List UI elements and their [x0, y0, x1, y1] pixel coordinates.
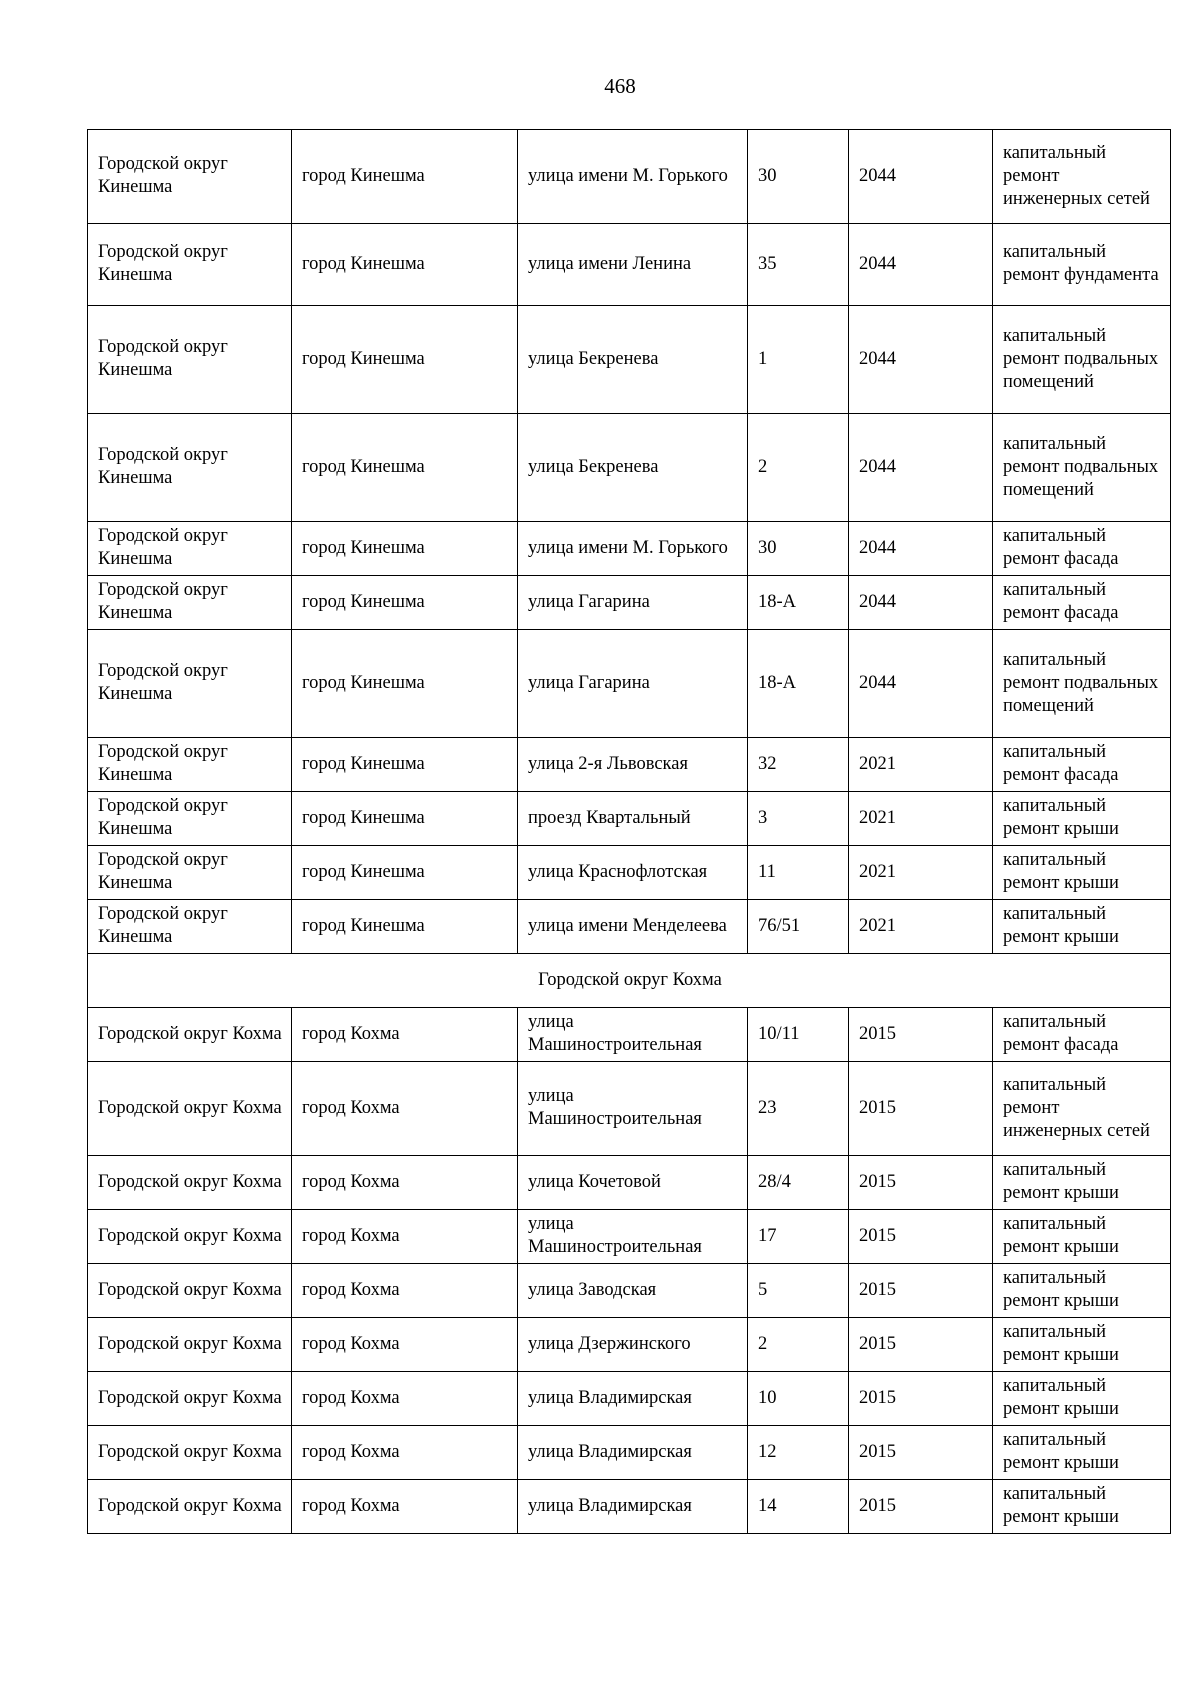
district-cell: Городской округ Кинешма	[88, 522, 292, 576]
year-cell: 2021	[849, 900, 993, 954]
table-row	[88, 792, 1171, 846]
district-cell: Городской округ Кинешма	[88, 630, 292, 738]
street-cell: улица 2-я Львовская	[518, 738, 748, 792]
street-cell: улица Кочетовой	[518, 1156, 748, 1210]
repair-schedule-table	[87, 129, 1171, 1534]
year-cell: 2044	[849, 576, 993, 630]
street-cell: улица имени Ленина	[518, 224, 748, 306]
house-number-cell: 76/51	[748, 900, 849, 954]
work-type-cell: капитальный ремонт крыши	[993, 792, 1171, 846]
table-row	[88, 846, 1171, 900]
work-type-cell: капитальный ремонт фасада	[993, 738, 1171, 792]
year-cell: 2015	[849, 1480, 993, 1534]
locality-cell: город Кохма	[292, 1480, 518, 1534]
district-cell: Городской округ Кохма	[88, 1480, 292, 1534]
year-cell: 2015	[849, 1264, 993, 1318]
district-cell: Городской округ Кохма	[88, 1210, 292, 1264]
district-cell: Городской округ Кинешма	[88, 846, 292, 900]
work-type-cell: капитальный ремонт крыши	[993, 1426, 1171, 1480]
street-cell: улица имени М. Горького	[518, 130, 748, 224]
locality-cell: город Кохма	[292, 1156, 518, 1210]
year-cell: 2021	[849, 738, 993, 792]
street-cell: улица Краснофлотская	[518, 846, 748, 900]
district-cell: Городской округ Кинешма	[88, 738, 292, 792]
house-number-cell: 2	[748, 1318, 849, 1372]
street-cell: улица Гагарина	[518, 576, 748, 630]
district-cell: Городской округ Кохма	[88, 1372, 292, 1426]
district-cell: Городской округ Кохма	[88, 1062, 292, 1156]
street-cell: улица Машиностроительная	[518, 1210, 748, 1264]
locality-cell: город Кохма	[292, 1008, 518, 1062]
table-row	[88, 738, 1171, 792]
table-body	[88, 130, 1171, 1534]
year-cell: 2021	[849, 846, 993, 900]
year-cell: 2044	[849, 306, 993, 414]
street-cell: проезд Квартальный	[518, 792, 748, 846]
year-cell: 2015	[849, 1318, 993, 1372]
district-cell: Городской округ Кинешма	[88, 792, 292, 846]
table-row	[88, 1008, 1171, 1062]
house-number-cell: 1	[748, 306, 849, 414]
house-number-cell: 17	[748, 1210, 849, 1264]
street-cell: улица Владимирская	[518, 1480, 748, 1534]
house-number-cell: 23	[748, 1062, 849, 1156]
street-cell: улица Бекренева	[518, 414, 748, 522]
work-type-cell: капитальный ремонт крыши	[993, 1372, 1171, 1426]
locality-cell: город Кинешма	[292, 306, 518, 414]
work-type-cell: капитальный ремонт крыши	[993, 1480, 1171, 1534]
district-cell: Городской округ Кохма	[88, 1426, 292, 1480]
district-cell: Городской округ Кинешма	[88, 306, 292, 414]
locality-cell: город Кохма	[292, 1210, 518, 1264]
district-cell: Городской округ Кинешма	[88, 224, 292, 306]
year-cell: 2015	[849, 1426, 993, 1480]
work-type-cell: капитальный ремонт крыши	[993, 1318, 1171, 1372]
district-cell: Городской округ Кинешма	[88, 414, 292, 522]
district-cell: Городской округ Кохма	[88, 1156, 292, 1210]
house-number-cell: 5	[748, 1264, 849, 1318]
work-type-cell: капитальный ремонт фундамента	[993, 224, 1171, 306]
locality-cell: город Кинешма	[292, 130, 518, 224]
street-cell: улица Дзержинского	[518, 1318, 748, 1372]
house-number-cell: 18-А	[748, 630, 849, 738]
table-row	[88, 1480, 1171, 1534]
locality-cell: город Кинешма	[292, 792, 518, 846]
table-row	[88, 900, 1171, 954]
street-cell: улица Гагарина	[518, 630, 748, 738]
locality-cell: город Кинешма	[292, 900, 518, 954]
house-number-cell: 30	[748, 130, 849, 224]
year-cell: 2044	[849, 414, 993, 522]
section-title: Городской округ Кохма	[88, 954, 1171, 1008]
year-cell: 2044	[849, 522, 993, 576]
work-type-cell: капитальный ремонт фасада	[993, 1008, 1171, 1062]
work-type-cell: капитальный ремонт крыши	[993, 900, 1171, 954]
house-number-cell: 14	[748, 1480, 849, 1534]
house-number-cell: 18-А	[748, 576, 849, 630]
locality-cell: город Кохма	[292, 1264, 518, 1318]
year-cell: 2021	[849, 792, 993, 846]
work-type-cell: капитальный ремонт крыши	[993, 846, 1171, 900]
work-type-cell: капитальный ремонт подвальных помещений	[993, 630, 1171, 738]
table-row	[88, 306, 1171, 414]
locality-cell: город Кинешма	[292, 224, 518, 306]
table-row	[88, 576, 1171, 630]
page-number: 468	[604, 74, 636, 98]
district-cell: Городской округ Кинешма	[88, 576, 292, 630]
district-cell: Городской округ Кохма	[88, 1318, 292, 1372]
table-row	[88, 1210, 1171, 1264]
house-number-cell: 11	[748, 846, 849, 900]
house-number-cell: 2	[748, 414, 849, 522]
house-number-cell: 30	[748, 522, 849, 576]
section-header-row	[88, 954, 1171, 1008]
house-number-cell: 3	[748, 792, 849, 846]
year-cell: 2015	[849, 1210, 993, 1264]
work-type-cell: капитальный ремонт фасада	[993, 522, 1171, 576]
locality-cell: город Кинешма	[292, 576, 518, 630]
year-cell: 2015	[849, 1062, 993, 1156]
work-type-cell: капитальный ремонт крыши	[993, 1264, 1171, 1318]
locality-cell: город Кохма	[292, 1426, 518, 1480]
table-row	[88, 1062, 1171, 1156]
table-row	[88, 1426, 1171, 1480]
table-row	[88, 630, 1171, 738]
street-cell: улица Бекренева	[518, 306, 748, 414]
table-row	[88, 1264, 1171, 1318]
year-cell: 2015	[849, 1372, 993, 1426]
street-cell: улица Владимирская	[518, 1426, 748, 1480]
work-type-cell: капитальный ремонт подвальных помещений	[993, 306, 1171, 414]
house-number-cell: 35	[748, 224, 849, 306]
street-cell: улица имени М. Горького	[518, 522, 748, 576]
year-cell: 2044	[849, 130, 993, 224]
year-cell: 2015	[849, 1156, 993, 1210]
year-cell: 2044	[849, 630, 993, 738]
street-cell: улица Владимирская	[518, 1372, 748, 1426]
work-type-cell: капитальный ремонт крыши	[993, 1156, 1171, 1210]
work-type-cell: капитальный ремонт инженерных сетей	[993, 130, 1171, 224]
locality-cell: город Кинешма	[292, 522, 518, 576]
year-cell: 2015	[849, 1008, 993, 1062]
table-row	[88, 1156, 1171, 1210]
locality-cell: город Кинешма	[292, 630, 518, 738]
table-row	[88, 1318, 1171, 1372]
work-type-cell: капитальный ремонт фасада	[993, 576, 1171, 630]
district-cell: Городской округ Кинешма	[88, 130, 292, 224]
house-number-cell: 10	[748, 1372, 849, 1426]
district-cell: Городской округ Кохма	[88, 1264, 292, 1318]
table-row	[88, 224, 1171, 306]
street-cell: улица имени Менделеева	[518, 900, 748, 954]
locality-cell: город Кохма	[292, 1372, 518, 1426]
district-cell: Городской округ Кинешма	[88, 900, 292, 954]
locality-cell: город Кинешма	[292, 846, 518, 900]
work-type-cell: капитальный ремонт подвальных помещений	[993, 414, 1171, 522]
locality-cell: город Кинешма	[292, 414, 518, 522]
street-cell: улица Заводская	[518, 1264, 748, 1318]
house-number-cell: 10/11	[748, 1008, 849, 1062]
house-number-cell: 32	[748, 738, 849, 792]
table-row	[88, 414, 1171, 522]
house-number-cell: 12	[748, 1426, 849, 1480]
work-type-cell: капитальный ремонт инженерных сетей	[993, 1062, 1171, 1156]
street-cell: улица Машиностроительная	[518, 1062, 748, 1156]
work-type-cell: капитальный ремонт крыши	[993, 1210, 1171, 1264]
year-cell: 2044	[849, 224, 993, 306]
table-row	[88, 522, 1171, 576]
table-row	[88, 130, 1171, 224]
street-cell: улица Машиностроительная	[518, 1008, 748, 1062]
table-row	[88, 1372, 1171, 1426]
locality-cell: город Кохма	[292, 1062, 518, 1156]
locality-cell: город Кохма	[292, 1318, 518, 1372]
locality-cell: город Кинешма	[292, 738, 518, 792]
district-cell: Городской округ Кохма	[88, 1008, 292, 1062]
house-number-cell: 28/4	[748, 1156, 849, 1210]
